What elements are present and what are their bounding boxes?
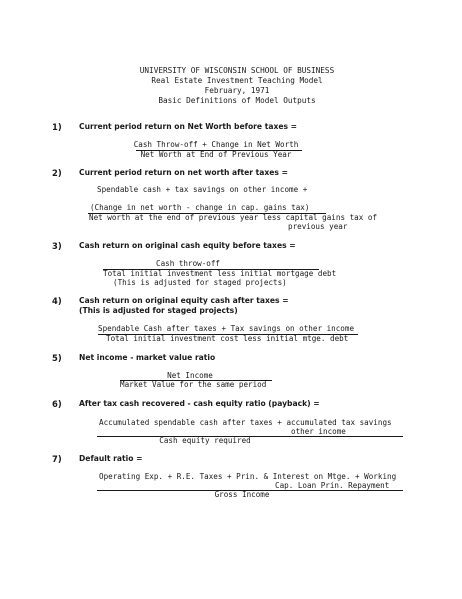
item-5-denominator: Market Value for the same period [120, 380, 267, 389]
item-2-title: Current period return on net worth after taxes = [79, 168, 288, 177]
item-4-number: 4) [52, 296, 62, 306]
item-6-number: 6) [52, 399, 62, 409]
item-4-title-2: (This is adjusted for staged projects) [79, 306, 238, 315]
item-3-title: Cash return on original cash equity before taxes = [79, 241, 296, 250]
item-6-numerator-2: other income [291, 427, 346, 436]
item-3-number: 3) [52, 241, 62, 251]
item-6-numerator: Accumulated spendable cash after taxes + accumulated tax savings [99, 418, 392, 427]
header-line-3: February, 1971 [204, 86, 270, 95]
item-1-denominator: Net Worth at End of Previous Year [140, 150, 292, 159]
item-3-denominator: Total initial investment less initial mortgage debt [103, 269, 337, 278]
item-6-denominator: Cash equity required [159, 436, 251, 445]
item-4-numerator: Spendable Cash after taxes + Tax savings on other income [98, 324, 355, 333]
item-1-number: 1) [52, 122, 62, 132]
item-7-numerator-2: Cap. Loan Prin. Repayment [275, 481, 390, 490]
item-2-numerator: (Change in net worth - change in cap. gains tax) [90, 203, 310, 212]
item-2-denominator-2: previous year [288, 222, 348, 231]
item-2-denominator: Net worth at the end of previous year less capital gains tax of [89, 213, 378, 222]
item-1-numerator: Cash Throw-off + Change in Net Worth [133, 140, 299, 149]
item-5-number: 5) [52, 353, 62, 363]
header-line-1: UNIVERSITY OF WISCONSIN SCHOOL OF BUSINESS [139, 66, 335, 75]
item-3-numerator: Cash throw-off [155, 259, 221, 268]
header-line-4: Basic Definitions of Model Outputs [158, 96, 316, 105]
header-line-2: Real Estate Investment Teaching Model [151, 76, 323, 85]
item-4-title: Cash return on original equity cash after taxes = [79, 296, 289, 305]
item-7-numerator: Operating Exp. + R.E. Taxes + Prin. & Interest on Mtge. + Working [99, 472, 397, 481]
item-7-denominator: Gross Income [214, 490, 270, 499]
item-7-title: Default ratio = [79, 454, 143, 463]
item-2-number: 2) [52, 168, 62, 178]
item-3-note: (This is adjusted for staged projects) [113, 278, 287, 287]
item-6-title: After tax cash recovered - cash equity ratio (payback) = [79, 399, 320, 408]
item-5-numerator: Net Income [167, 371, 213, 380]
item-4-denominator: Total initial investment cost less initial mtge. debt [106, 334, 349, 343]
item-5-title: Net income - market value ratio [79, 353, 216, 362]
item-7-number: 7) [52, 454, 62, 464]
item-2-line-1: Spendable cash + tax savings on other income + [97, 185, 308, 194]
item-1-title: Current period return on Net Worth before taxes = [79, 122, 298, 131]
